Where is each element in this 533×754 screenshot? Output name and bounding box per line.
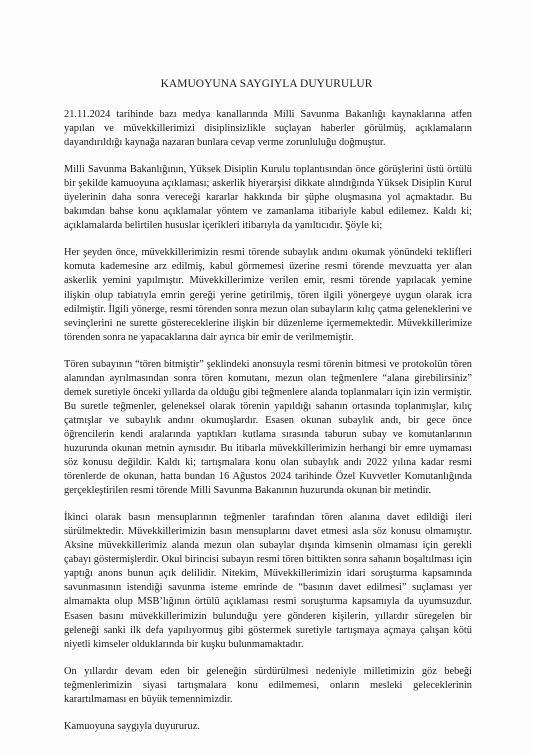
- paragraph-4: Tören subayının “tören bitmiştir” şeklindeki anonsuyla resmi törenin bitmesi ve protokolün tören alanından ayrılmasından sonra tören komutanı, mezun olan teğmenlere “alana girebilirsiniz” demek suretiyle önceki yıllarda da olduğu gibi teğmenlere alanda toplanmaları için izin vermiştir. Bu suretle teğmenler, geleneksel olarak törenin yapıldığı sahanın ortasında toplanmışlar, kılıç çatmışlar ve subaylık andını okumuşlardır. Esasen okunan subaylık andı, bir gece önce öğrencilerin kendi aralarında yaptıkları kutlama sırasında taburun subay ve komutanlarının huzurunda okunan metnin aynısıdır. Bu itibarla müvekkillerimizin herhangi bir emre uymaması söz konusu değildir. Kaldı ki; tartışmalara konu olan subaylık andı 2022 yılına kadar resmi törenlerde de okunan, hatta bundan 16 Ağustos 2024 tarihinde Özel Kuvvetler Komutanlığında gerçekleştirilen resmi törende Milli Savunma Bakanının huzurunda okunan bir metindir.: [64, 358, 472, 497]
- paragraph-5: İkinci olarak basın mensuplarının teğmenler tarafından tören alanına davet edildiği ileri sürülmektedir. Müvekkillerimizin basın mensuplarını davet etmesi asla söz konusu olmamıştır. Aksine müvekkillerimiz alanda mezun olan subaylar dışında kimsenin olmaması için gerekli çabayı göstermişlerdir. Okul birincisi subayın resmi tören bittikten sonra sahanın boşaltılması için yaptığı anons bunun açık delilidir. Nitekim, Müvekkillerimizin idari soruşturma kapsamında savunmasının istendiği savunma isteme emrinde de “basının davet edilmesi” suçlaması yer almamakta olup MSB’lığının örtülü açıklaması resmi soruşturma kapsamıyla da uyumsuzdur. Esasen basını müvekkillerimizin bulunduğu yere gönderen kişilerin, yıllardır süregelen bir geleneği sanki ilk defa yapılıyormuş gibi göstermek suretiyle tartışmaya açmaya çalışan kötü niyetli kimseler olduklarında bir kuşku bulunmamaktadır.: [64, 512, 472, 650]
- document-title: KAMUOYUNA SAYGIYLA DUYURULUR: [160, 78, 373, 90]
- closing-line: Kamuoyuna saygıyla duyururuz.: [64, 720, 200, 732]
- paragraph-2: Milli Savunma Bakanlığının, Yüksek Disiplin Kurulu toplantısından önce görüşlerini üstü örtülü bir şekilde kamuoyuna açıklaması; askerlik hiyerarşisi dikkate alındığında Yüksek Disiplin Kurul üyelerinin daha sonra vereceği kararlar hakkında bir şüphe oluşmasına yol açmaktadır. Bu bakımdan bahse konu açıklamalar yöntem ve zamanlama itibariyle kabul edilemez. Kaldı ki; açıklamalarda belirtilen hususlar içerikleri itibarıyla da yanıltıcıdır. Şöyle ki;: [64, 164, 472, 232]
- paragraph-1: 21.11.2024 tarihinde bazı medya kanallarında Milli Savunma Bakanlığı kaynaklarına atfen yapılan ve müvekkillerimizi disiplinsizlikle suçlayan haberler görülmüş, açıklamaların dayandırıldığı kaynağa nazaran bunlara cevap verme zorunluluğu doğmuştur.: [64, 109, 472, 149]
- paragraph-3: Her şeyden önce, müvekkillerimizin resmi törende subaylık andını okumak yönündeki teklifleri komuta kademesine arz edilmiş, kabul görmemesi üzerine resmi törende mevzuatta yer alan askerlik yemini yapılmıştır. Müvekkillerimize verilen emir, resmi törende yapılacak yemine ilişkin olup tabiatıyla emrin gereği yerine getirilmiş, tören ilgili yönergeye uygun olarak icra edilmiştir. İlgili yönerge, resmi törenden sonra mezun olan subayların kılıç çatma geleneklerini ve sevinçlerini ne surette göstereceklerine ilişkin bir düzenleme içermemektedir. Müvekkillerimize törenden sonra ne yapacaklarına dair ayrıca bir emir de verilmemiştir.: [64, 247, 472, 343]
- document-body: [64, 108, 472, 747]
- paragraph-6: On yıllardır devam eden bir geleneğin sürdürülmesi nedeniyle milletimizin göz bebeği teğmenlerimizin siyasi tartışmalara konu edilmemesi, onların mesleki geleceklerinin karartılmaması en büyük temennimizdir.: [64, 665, 472, 705]
